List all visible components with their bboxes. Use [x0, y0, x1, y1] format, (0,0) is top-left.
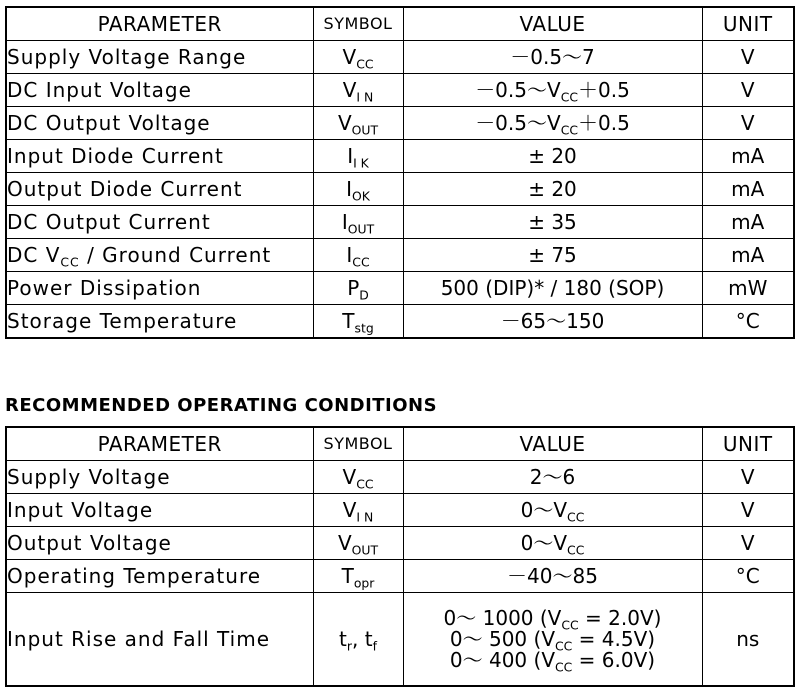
symbol-cell: $V_{OUT}$	[313, 107, 403, 140]
symbol-cell: $V_{OUT}$	[313, 527, 403, 560]
header-value: VALUE	[403, 427, 702, 461]
unit-cell: mA	[702, 239, 794, 272]
header-parameter: PARAMETER	[6, 7, 313, 41]
parameter-cell: Input Voltage	[6, 494, 313, 527]
value-cell: $-0.5\sim V_{CC}+0.5$	[403, 74, 702, 107]
header-unit: UNIT	[702, 7, 794, 41]
parameter-cell: Operating Temperature	[6, 560, 313, 593]
parameter-cell: DC $V_{CC}$ / Ground Current	[6, 239, 313, 272]
table-header-row	[6, 427, 794, 461]
table-row	[6, 461, 794, 494]
unit-cell: V	[702, 107, 794, 140]
table-row	[6, 560, 794, 593]
value-cell: －40～85	[403, 560, 702, 593]
value-cell: －0.5～7	[403, 41, 702, 74]
symbol-cell: $V_{I N}$	[313, 494, 403, 527]
parameter-cell: Output Diode Current	[6, 173, 313, 206]
value-cell: $0\sim V_{CC}$	[403, 527, 702, 560]
symbol-cell: $P_D$	[313, 272, 403, 305]
section-heading-recommended: RECOMMENDED OPERATING CONDITIONS	[5, 395, 438, 416]
table-header-row	[6, 7, 794, 41]
value-line: 0～ 400 $(V_{CC} = 6.0V)$	[449, 647, 656, 674]
value-cell: ± 20	[403, 173, 702, 206]
parameter-cell: Storage Temperature	[6, 305, 313, 339]
header-value: VALUE	[403, 7, 702, 41]
header-parameter: PARAMETER	[6, 427, 313, 461]
value-cell: 2～6	[403, 461, 702, 494]
parameter-cell: DC Input Voltage	[6, 74, 313, 107]
table-row	[6, 206, 794, 239]
table-row	[6, 593, 794, 687]
table-row	[6, 173, 794, 206]
parameter-cell: Input Diode Current	[6, 140, 313, 173]
value-cell: ± 20	[403, 140, 702, 173]
table-row	[6, 107, 794, 140]
symbol-cell: $I_{OK}$	[313, 173, 403, 206]
parameter-cell: Power Dissipation	[6, 272, 313, 305]
table-row	[6, 239, 794, 272]
symbol-cell: $t_r$, $t_f$	[313, 593, 403, 687]
parameter-cell: Supply Voltage Range	[6, 41, 313, 74]
symbol-cell: $I_{CC}$	[313, 239, 403, 272]
value-line: 0～ 500 $(V_{CC} = 4.5V)$	[449, 626, 656, 653]
table-row	[6, 140, 794, 173]
symbol-cell: $V_{CC}$	[313, 41, 403, 74]
header-unit: UNIT	[702, 427, 794, 461]
parameter-cell: Supply Voltage	[6, 461, 313, 494]
header-symbol: SYMBOL	[313, 427, 403, 461]
symbol-cell: $I_{I K}$	[313, 140, 403, 173]
unit-cell: mA	[702, 140, 794, 173]
parameter-cell: Input Rise and Fall Time	[6, 593, 313, 687]
table-row	[6, 527, 794, 560]
table-row	[6, 74, 794, 107]
parameter-cell: Output Voltage	[6, 527, 313, 560]
unit-cell: V	[702, 41, 794, 74]
unit-cell: °C	[702, 305, 794, 339]
value-cell: －65～150	[403, 305, 702, 339]
unit-cell: V	[702, 527, 794, 560]
symbol-cell: $T_{opr}$	[313, 560, 403, 593]
parameter-cell: DC Output Voltage	[6, 107, 313, 140]
unit-cell: mA	[702, 206, 794, 239]
value-cell	[403, 593, 702, 687]
unit-cell: mW	[702, 272, 794, 305]
symbol-cell: $I_{OUT}$	[313, 206, 403, 239]
absolute-max-ratings-table	[5, 6, 795, 339]
value-cell: $0\sim V_{CC}$	[403, 494, 702, 527]
value-cell: 500 (DIP)* / 180 (SOP)	[403, 272, 702, 305]
symbol-cell: $V_{I N}$	[313, 74, 403, 107]
table-row	[6, 305, 794, 339]
parameter-cell: DC Output Current	[6, 206, 313, 239]
value-cell: $-0.5\sim V_{CC}+0.5$	[403, 107, 702, 140]
table-row	[6, 41, 794, 74]
symbol-cell: $V_{CC}$	[313, 461, 403, 494]
unit-cell: °C	[702, 560, 794, 593]
value-line: 0～ 1000 $(V_{CC} = 2.0V)$	[443, 605, 662, 632]
table-row	[6, 272, 794, 305]
unit-cell: V	[702, 461, 794, 494]
value-cell: ± 35	[403, 206, 702, 239]
unit-cell: V	[702, 494, 794, 527]
unit-cell: mA	[702, 173, 794, 206]
unit-cell: V	[702, 74, 794, 107]
header-symbol: SYMBOL	[313, 7, 403, 41]
symbol-cell: $T_{stg}$	[313, 305, 403, 339]
unit-cell: ns	[702, 593, 794, 687]
recommended-conditions-table	[5, 426, 795, 687]
value-cell: ± 75	[403, 239, 702, 272]
table-row	[6, 494, 794, 527]
